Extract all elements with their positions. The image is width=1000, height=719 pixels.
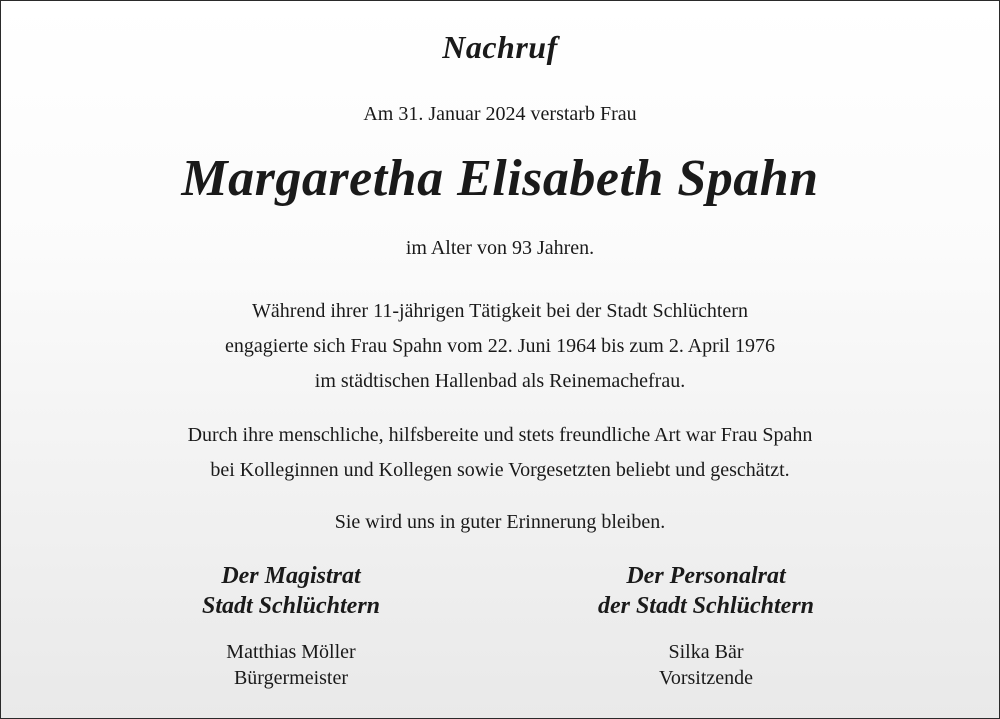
signatory-organization bbox=[506, 561, 906, 621]
org-line: der Stadt Schlüchtern bbox=[597, 593, 815, 619]
paragraph-line: bei Kolleginnen und Kollegen sowie Vorgesetzten beliebt und geschätzt. bbox=[210, 459, 790, 481]
org-line: Der Personalrat bbox=[626, 563, 786, 589]
person-role: Bürgermeister bbox=[233, 667, 349, 689]
signatory-personalrat bbox=[506, 561, 906, 691]
org-line: Der Magistrat bbox=[221, 563, 361, 589]
paragraph-line: im städtischen Hallenbad als Reinemachefrau. bbox=[314, 370, 686, 392]
person-name: Silka Bär bbox=[668, 641, 744, 663]
signatory-magistrat bbox=[91, 561, 491, 691]
paragraph-line: Während ihrer 11-jährigen Tätigkeit bei der Stadt Schlüchtern bbox=[252, 300, 748, 322]
closing-text: Sie wird uns in guter Erinnerung bleiben. bbox=[334, 511, 666, 533]
paragraph-line: engagierte sich Frau Spahn vom 22. Juni 1964 bis zum 2. April 1976 bbox=[225, 335, 775, 357]
person-name: Matthias Möller bbox=[226, 641, 356, 663]
signatory-organization bbox=[91, 561, 491, 621]
org-line: Stadt Schlüchtern bbox=[201, 593, 381, 619]
signatory-person bbox=[506, 639, 906, 691]
age-text: im Alter von 93 Jahren. bbox=[405, 237, 595, 259]
service-paragraph bbox=[1, 294, 999, 399]
tribute-paragraph bbox=[1, 418, 999, 488]
signatory-person bbox=[91, 639, 491, 691]
paragraph-line: Durch ihre menschliche, hilfsbereite und stets freundliche Art war Frau Spahn bbox=[187, 424, 813, 446]
intro-text: Am 31. Januar 2024 verstarb Frau bbox=[363, 103, 637, 125]
notice-title: Nachruf bbox=[442, 29, 558, 65]
deceased-name: Margaretha Elisabeth Spahn bbox=[181, 150, 819, 207]
person-role: Vorsitzende bbox=[658, 667, 754, 689]
